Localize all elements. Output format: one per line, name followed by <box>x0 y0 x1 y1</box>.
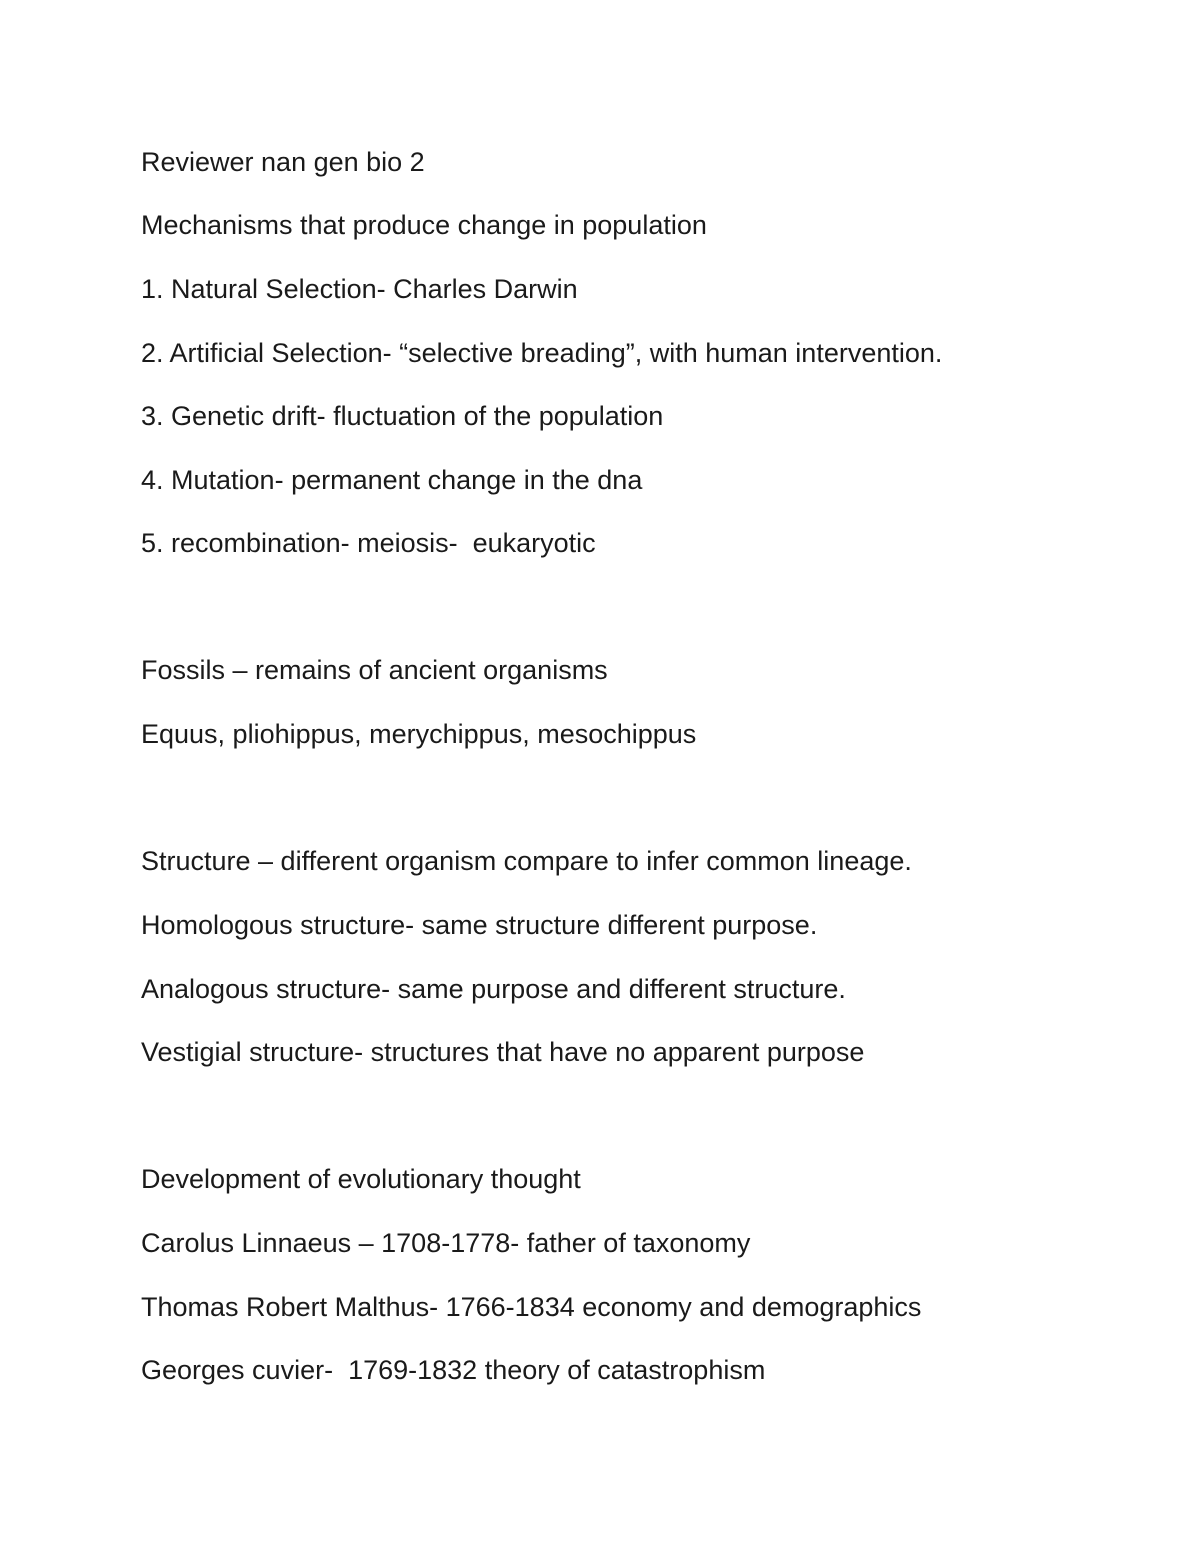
fossils-examples: Equus, pliohippus, merychippus, mesochippus <box>141 719 697 749</box>
mechanism-item: 5. recombination- meiosis- eukaryotic <box>141 528 596 558</box>
malthus-entry: Thomas Robert Malthus- 1766-1834 economy and demographics <box>141 1292 922 1322</box>
structure-definition: Structure – different organism compare to infer common lineage. <box>141 846 912 876</box>
mechanism-item: 2. Artificial Selection- “selective breading”, with human intervention. <box>141 338 943 368</box>
homologous-structure: Homologous structure- same structure different purpose. <box>141 910 818 940</box>
analogous-structure: Analogous structure- same purpose and different structure. <box>141 974 846 1004</box>
document-title: Reviewer nan gen bio 2 <box>141 147 425 177</box>
mechanism-item: 4. Mutation- permanent change in the dna <box>141 465 643 495</box>
vestigial-structure: Vestigial structure- structures that have no apparent purpose <box>141 1037 865 1067</box>
cuvier-entry: Georges cuvier- 1769-1832 theory of catastrophism <box>141 1355 766 1385</box>
evolution-heading: Development of evolutionary thought <box>141 1164 581 1194</box>
mechanism-item: 1. Natural Selection- Charles Darwin <box>141 274 578 304</box>
linnaeus-entry: Carolus Linnaeus – 1708-1778- father of taxonomy <box>141 1228 751 1258</box>
mechanisms-heading: Mechanisms that produce change in population <box>141 210 707 240</box>
mechanism-item: 3. Genetic drift- fluctuation of the population <box>141 401 664 431</box>
fossils-definition: Fossils – remains of ancient organisms <box>141 655 608 685</box>
